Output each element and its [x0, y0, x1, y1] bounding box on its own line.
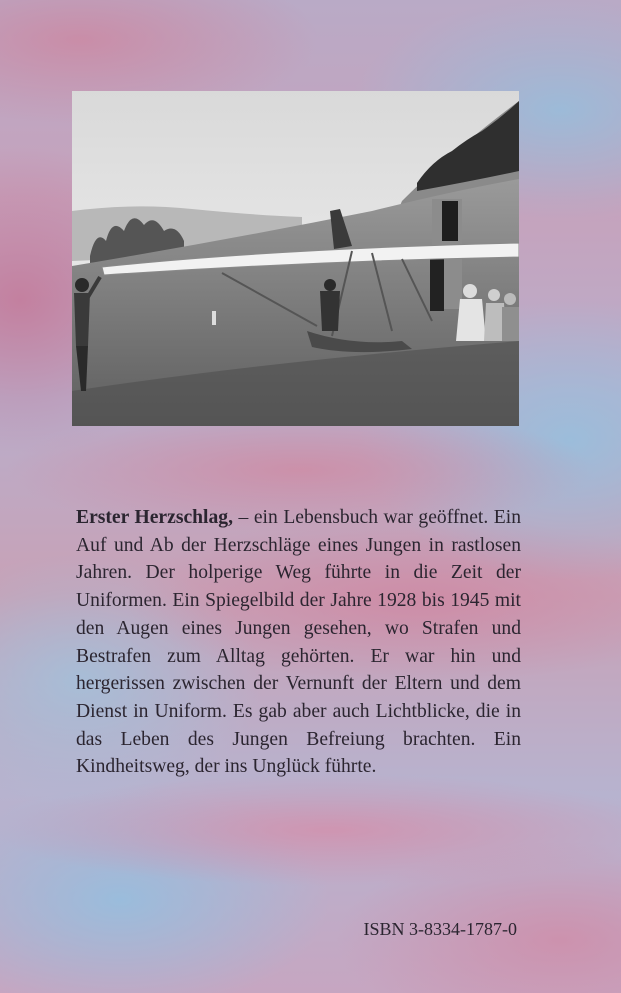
back-cover-blurb: [76, 504, 521, 781]
cover-photo-glider: [72, 91, 519, 426]
isbn-number: ISBN 3-8334-1787-0: [363, 919, 517, 939]
blurb-lead: Erster Herzschlag,: [76, 507, 233, 528]
blurb-text: – ein Lebensbuch war geöffnet. Ein Auf und Ab der Herzschläge eines Jungen in rastlosen Jahren. Der holperige Weg führte in die Zeit der Uniformen. Ein Spiegelbild der Jahre 1928 bis 1945 mit den Augen eines Jungen gesehen, wo Strafen und Bestrafen zum Alltag gehörten. Er war hin und hergerissen zwischen der Vernunft der Eltern und dem Dienst in Uniform. Es gab aber auch Lichtblicke, die in das Leben des Jungen Befreiung brachten. Ein Kindheitsweg, der ins Unglück führte.: [76, 507, 521, 778]
glider-photo-illustration: [72, 91, 519, 426]
